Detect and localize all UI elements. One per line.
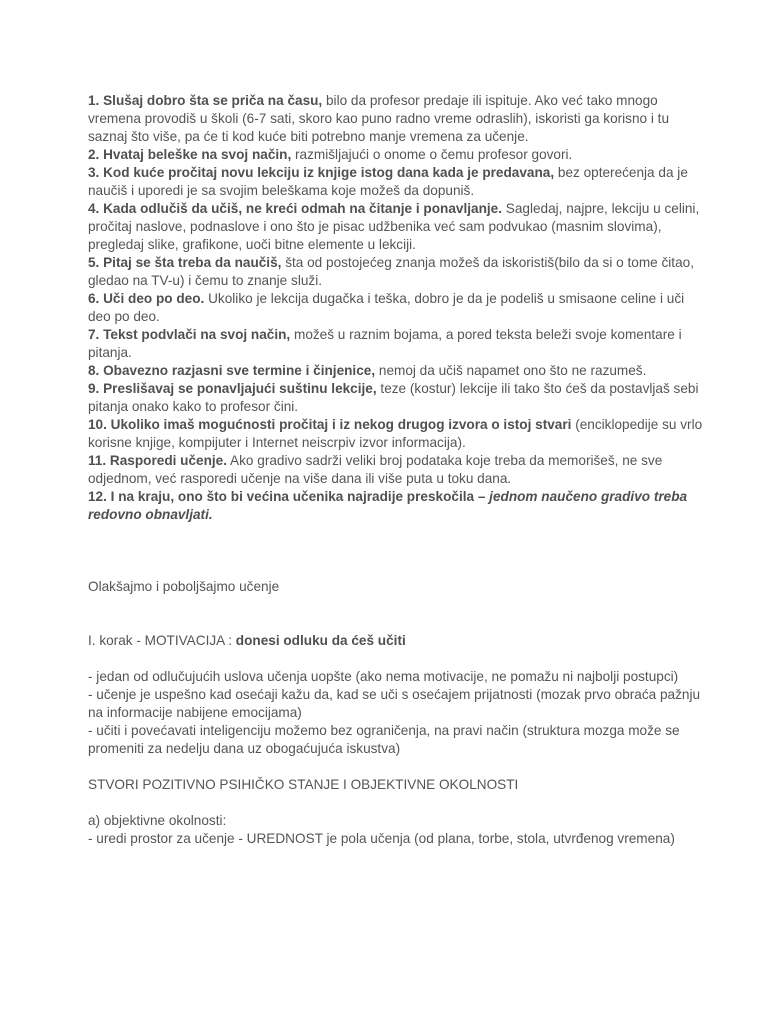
caps-heading: STVORI POZITIVNO PSIHIČKO STANJE I OBJEKTIVNE OKOLNOSTI [88, 777, 519, 792]
step-heading [88, 632, 708, 650]
tip-item [88, 254, 708, 290]
tip-item [88, 452, 708, 488]
tip-bold: 5. Pitaj se šta treba da naučiš, [88, 255, 282, 270]
section-title: Olakšajmo i poboljšajmo učenje [88, 579, 280, 594]
tip-bold: 1. Slušaj dobro šta se priča na času, [88, 93, 323, 108]
list-item: - jedan od odlučujućih uslova učenja uopšte (ako nema motivacije, ne pomažu ni najbolji postupci) [88, 669, 679, 684]
tip-item [88, 92, 708, 146]
tip-bold: 4. Kada odlučiš da učiš, ne kreći odmah na čitanje i ponavljanje. [88, 201, 502, 216]
tip-item [88, 488, 708, 524]
tip-text: šta od postojećeg znanja možeš da iskoristiš(bilo da si o tome čitao, gledao na TV-u) i čemu to znanje služi. [88, 255, 694, 288]
step-prefix: I. korak - MOTIVACIJA : [88, 633, 236, 648]
tip-bold: 7. Tekst podvlači na svoj način, [88, 327, 291, 342]
tip-item [88, 146, 708, 164]
tip-bold: 10. Ukoliko imaš mogućnosti pročitaj i iz nekog drugog izvora o istoj stvari [88, 417, 572, 432]
tip-bold: 8. Obavezno razjasni sve termine i činjenice, [88, 363, 376, 378]
tip-bold: 11. Rasporedi učenje. [88, 453, 228, 468]
document-page [88, 92, 708, 848]
list-item: - učiti i povećavati inteligenciju možemo bez ograničenja, na pravi način (struktura mozga može se promeniti za nedelju dana uz obogaćujuća iskustva) [88, 723, 680, 756]
tip-bold: 9. Preslišavaj se ponavljajući suštinu lekcije, [88, 381, 377, 396]
tip-text: Ukoliko je lekcija dugačka i teška, dobro je da je podeliš u smisaone celine i uči deo po deo. [88, 291, 685, 324]
tip-item [88, 200, 708, 254]
tip-text: (enciklopedije su vrlo korisne knjige, kompijuter i Internet neiscrpiv izvor informacija). [88, 417, 703, 450]
tip-bold: 12. I na kraju, ono što bi većina učenika najradije preskočila – [88, 489, 486, 504]
tip-item [88, 164, 708, 200]
tip-item [88, 380, 708, 416]
tip-text: možeš u raznim bojama, a pored teksta beleži svoje komentare i pitanja. [88, 327, 682, 360]
tip-item [88, 290, 708, 326]
tip-text: bilo da profesor predaje ili ispituje. Ako već tako mnogo vremena provodiš u školi (6-7 sati, skoro kao puno radno vreme odraslih), iskoristi ga korisno i tu saznaj što više, pa će ti kod kuće biti potrebno manje vremena za učenje. [88, 93, 670, 144]
objective-point: - uredi prostor za učenje - UREDNOST je pola učenja (od plana, torbe, stola, utvrđenog vremena) [88, 831, 675, 846]
tip-item [88, 362, 708, 380]
tip-italic: jednom naučeno gradivo treba redovno obnavljati. [88, 489, 688, 522]
tip-bold: 3. Kod kuće pročitaj novu lekciju iz knjige istog dana kada je predavana, [88, 165, 555, 180]
tip-text: teze (kostur) lekcije ili tako što ćeš da postavljaš sebi pitanja onako kako to profesor čini. [88, 381, 699, 414]
tip-text: Ako gradivo sadrži veliki broj podataka koje treba da memorišeš, ne sve odjednom, već rasporedi učenje na više dana ili više puta u toku dana. [88, 453, 663, 486]
tip-bold: 6. Uči deo po deo. [88, 291, 205, 306]
tip-text: nemoj da učiš napamet ono što ne razumeš. [375, 363, 647, 378]
tip-text: bez opterećenja da je naučiš i uporedi je sa svojim beleškama koje možeš da dopuniš. [88, 165, 688, 198]
tip-item [88, 326, 708, 362]
tip-text: Sagledaj, najpre, lekciju u celini, pročitaj naslove, podnaslove i ono što je pisac udžbenika već sam podvukao (masnim slovima), pregledaj slike, grafikone, uoči bitne elemente u lekciji. [88, 201, 700, 252]
tip-bold: 2. Hvataj beleške na svoj način, [88, 147, 292, 162]
step-bold: donesi odluku da ćeš učiti [235, 633, 406, 648]
objective-title: a) objektivne okolnosti: [88, 813, 227, 828]
tips-list [88, 92, 708, 524]
list-item: - učenje je uspešno kad osećaji kažu da, kad se uči s osećajem prijatnosti (mozak prvo obraća pažnju na informacije nabijene emocijama) [88, 687, 701, 720]
tip-item [88, 416, 708, 452]
tip-text: razmišljajući o onome o čemu profesor govori. [291, 147, 573, 162]
motivation-list [88, 668, 708, 758]
